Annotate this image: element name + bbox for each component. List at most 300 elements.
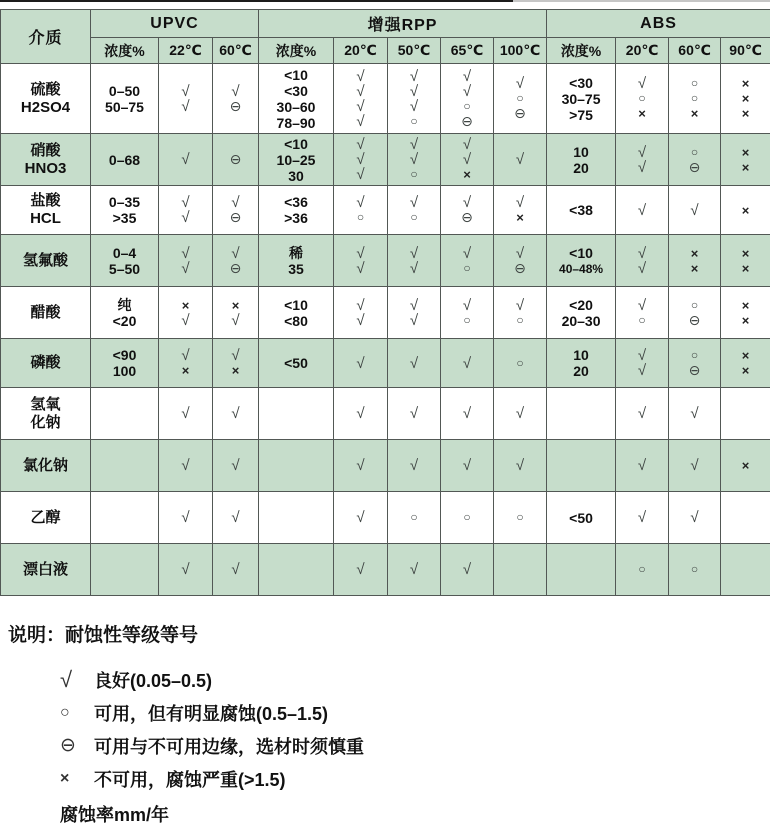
rating-symbol: ⊖ — [461, 209, 473, 225]
legend-item-text: 可用与不可用边缘，选材时须慎重 — [94, 736, 364, 757]
rating-symbol: × — [741, 106, 750, 121]
table-cell — [259, 388, 334, 440]
legend-symbol-icon: ⊖ — [60, 735, 76, 756]
table-cell — [159, 186, 213, 235]
legend-item — [0, 762, 770, 795]
rating-symbol: ○ — [410, 113, 418, 128]
concentration-value: <38 — [569, 202, 593, 218]
table-cell — [388, 186, 441, 235]
medium-cell — [1, 492, 91, 544]
rating-symbol: × — [181, 297, 190, 313]
table-cell — [547, 544, 616, 596]
rating-symbol: √ — [181, 457, 190, 474]
table-cell — [547, 388, 616, 440]
table-cell — [388, 134, 441, 186]
rating-symbol: √ — [690, 405, 699, 422]
table-cell — [91, 339, 159, 388]
table-cell — [669, 235, 721, 287]
table-cell — [388, 388, 441, 440]
rating-symbol: √ — [181, 151, 190, 168]
rating-symbol: √ — [409, 296, 419, 314]
rating-symbol: √ — [231, 509, 240, 526]
table-cell — [259, 186, 334, 235]
rating-symbol: √ — [356, 509, 365, 526]
rating-symbol: √ — [462, 151, 472, 168]
table-row — [1, 287, 770, 339]
table-cell — [494, 492, 547, 544]
table-cell — [669, 440, 721, 492]
rating-symbol: × — [741, 245, 750, 261]
rating-symbol: ○ — [463, 98, 471, 113]
table-cell — [441, 339, 494, 388]
table-cell — [334, 440, 388, 492]
table-cell — [441, 235, 494, 287]
table-cell — [494, 235, 547, 287]
table-cell — [616, 235, 669, 287]
rating-symbol: ○ — [690, 562, 699, 576]
medium-cell — [1, 235, 91, 287]
table-cell — [259, 544, 334, 596]
concentration-value: >75 — [569, 106, 593, 123]
rating-symbol: √ — [637, 244, 647, 262]
rating-symbol: ⊖ — [514, 105, 526, 121]
table-cell — [213, 388, 259, 440]
medium-label: 氢氟酸 — [22, 251, 68, 269]
table-cell — [494, 287, 547, 339]
rating-symbol: √ — [637, 259, 647, 277]
rating-symbol: √ — [409, 354, 419, 372]
rating-symbol: √ — [462, 244, 472, 262]
header-rpp-20c: 20℃ — [334, 38, 388, 64]
table-cell — [616, 544, 669, 596]
rating-symbol: √ — [409, 194, 419, 211]
rating-symbol: √ — [462, 136, 472, 153]
table-cell — [547, 440, 616, 492]
medium-label: 化钠 — [30, 413, 61, 431]
table-cell — [441, 186, 494, 235]
table-cell — [547, 492, 616, 544]
rating-symbol: ⊖ — [688, 158, 701, 175]
legend-footer: 腐蚀率mm/年 — [60, 805, 170, 825]
table-cell — [213, 492, 259, 544]
medium-cell — [1, 339, 91, 388]
header-rpp-65c: 65℃ — [441, 38, 494, 64]
rating-symbol: √ — [637, 201, 647, 219]
rating-symbol: √ — [356, 244, 365, 262]
rating-symbol: ⊖ — [229, 151, 242, 167]
rating-symbol: √ — [409, 97, 419, 115]
rating-symbol: √ — [462, 405, 472, 422]
table-cell — [388, 287, 441, 339]
rating-symbol: √ — [462, 561, 472, 578]
rating-symbol: √ — [181, 561, 190, 578]
rating-symbol: √ — [515, 457, 525, 474]
rating-symbol: ○ — [410, 210, 418, 224]
rating-symbol: √ — [181, 244, 190, 262]
table-cell — [616, 440, 669, 492]
rating-symbol: √ — [409, 244, 419, 262]
legend-title: 说明：耐蚀性等级等号 — [8, 625, 199, 646]
table-cell — [494, 388, 547, 440]
rating-symbol: √ — [409, 82, 419, 100]
rating-symbol: × — [231, 297, 240, 313]
rating-symbol: ○ — [690, 91, 699, 105]
medium-label: 氯化钠 — [22, 456, 68, 474]
rating-symbol: ○ — [690, 76, 699, 90]
rating-symbol: √ — [515, 194, 525, 211]
table-cell — [441, 492, 494, 544]
concentration-value: 100 — [112, 363, 137, 379]
rating-symbol: √ — [515, 75, 525, 92]
table-cell — [259, 235, 334, 287]
legend-item — [0, 696, 770, 729]
table-cell — [259, 64, 334, 134]
rating-symbol: × — [741, 297, 750, 313]
concentration-value: <30 — [284, 82, 308, 99]
table-cell — [494, 186, 547, 235]
table-cell — [494, 440, 547, 492]
table-cell — [616, 287, 669, 339]
table-cell — [616, 64, 669, 134]
medium-label: 氢氧 — [30, 395, 61, 413]
rating-symbol: ○ — [516, 355, 524, 370]
medium-label: HCL — [30, 210, 61, 227]
table-cell — [441, 544, 494, 596]
concentration-value: 5–50 — [108, 260, 141, 277]
medium-cell — [1, 287, 91, 339]
table-cell — [159, 287, 213, 339]
rating-symbol: √ — [181, 347, 190, 364]
legend-symbol-icon: √ — [60, 666, 73, 692]
table-cell — [547, 64, 616, 134]
rating-symbol: × — [690, 260, 699, 276]
table-cell — [213, 134, 259, 186]
concentration-value: 30–60 — [276, 98, 316, 115]
rating-symbol: × — [181, 363, 190, 378]
table-cell — [547, 134, 616, 186]
rating-symbol: × — [638, 106, 646, 121]
rating-symbol: √ — [409, 67, 419, 85]
concentration-value: 40–48% — [559, 261, 604, 276]
table-row — [1, 388, 770, 440]
rating-symbol: √ — [690, 509, 699, 526]
rating-symbol: ○ — [410, 167, 418, 181]
legend — [0, 620, 770, 827]
table-cell — [547, 287, 616, 339]
rating-symbol: × — [741, 458, 750, 473]
table-cell — [213, 235, 259, 287]
concentration-value: <10 — [569, 244, 593, 261]
header-upvc-60c: 60℃ — [213, 38, 259, 64]
table-cell — [441, 388, 494, 440]
table-cell — [547, 186, 616, 235]
rating-symbol: √ — [356, 166, 365, 183]
rating-symbol: √ — [637, 143, 647, 161]
rating-symbol: √ — [181, 82, 190, 100]
rating-symbol: × — [741, 363, 750, 378]
concentration-value: <30 — [569, 74, 593, 91]
table-cell — [388, 64, 441, 134]
rating-symbol: √ — [181, 311, 190, 329]
rating-symbol: √ — [409, 457, 419, 474]
table-cell — [669, 388, 721, 440]
table-cell — [494, 544, 547, 596]
rating-symbol: ○ — [516, 510, 524, 524]
table-cell — [334, 64, 388, 134]
rating-symbol: √ — [181, 405, 190, 422]
medium-cell — [1, 186, 91, 235]
table-cell — [159, 544, 213, 596]
rating-symbol: ○ — [516, 312, 524, 327]
rating-symbol: ⊖ — [229, 259, 242, 276]
table-cell — [547, 339, 616, 388]
header-group-rpp: 增强RPP — [259, 10, 547, 38]
table-cell — [159, 134, 213, 186]
table-cell — [494, 64, 547, 134]
rating-symbol: √ — [356, 194, 365, 211]
rating-symbol: × — [741, 91, 750, 106]
medium-cell — [1, 544, 91, 596]
concentration-value: 0–50 — [108, 82, 141, 99]
table-cell — [213, 440, 259, 492]
legend-items — [0, 663, 770, 795]
table-cell — [91, 287, 159, 339]
concentration-value: 纯 — [117, 296, 132, 313]
table-cell — [721, 186, 770, 235]
table-cell — [721, 492, 770, 544]
table-cell — [334, 186, 388, 235]
table-cell — [91, 186, 159, 235]
header-group-upvc: UPVC — [91, 10, 259, 38]
table-cell — [494, 339, 547, 388]
rating-symbol: √ — [181, 259, 190, 277]
concentration-value: 30 — [288, 167, 304, 184]
header-medium: 介质 — [1, 10, 91, 64]
table-cell — [334, 388, 388, 440]
table-row — [1, 186, 770, 235]
rating-symbol: √ — [231, 244, 240, 262]
rating-symbol: √ — [409, 136, 419, 153]
rating-symbol: √ — [637, 457, 647, 474]
concentration-value: <80 — [284, 312, 308, 329]
rating-symbol: × — [516, 210, 524, 225]
rating-symbol: ⊖ — [461, 112, 473, 129]
concentration-value: 10 — [573, 143, 589, 160]
medium-label: 硫酸 — [30, 80, 61, 98]
table-cell — [91, 64, 159, 134]
table-cell — [616, 492, 669, 544]
rating-symbol: ○ — [410, 510, 418, 524]
rating-symbol: ○ — [463, 260, 471, 275]
concentration-value: 0–68 — [108, 151, 141, 168]
table-row — [1, 64, 770, 134]
concentration-value: 20 — [573, 159, 589, 176]
concentration-value: <10 — [284, 66, 308, 83]
rating-symbol: × — [231, 363, 240, 378]
table-row — [1, 492, 770, 544]
header-rpp-50c: 50℃ — [388, 38, 441, 64]
table-cell — [334, 339, 388, 388]
table-cell — [334, 235, 388, 287]
concentration-value: <50 — [284, 355, 308, 371]
rating-symbol: ○ — [356, 210, 365, 224]
table-cell — [616, 388, 669, 440]
table-cell — [91, 235, 159, 287]
table-row — [1, 544, 770, 596]
rating-symbol: √ — [515, 405, 525, 422]
table-cell — [669, 544, 721, 596]
rating-symbol: × — [463, 167, 471, 182]
medium-label: 乙醇 — [30, 508, 61, 526]
header-group-abs: ABS — [547, 10, 770, 38]
rating-symbol: √ — [356, 405, 365, 422]
rating-symbol: × — [741, 76, 750, 91]
table-row — [1, 339, 770, 388]
concentration-value: <36 — [284, 194, 308, 210]
rating-symbol: √ — [690, 201, 699, 219]
legend-item-text: 良好(0.05–0.5) — [94, 670, 213, 691]
rating-symbol: √ — [462, 194, 472, 211]
rating-symbol: ⊖ — [514, 259, 526, 276]
table-cell — [721, 134, 770, 186]
table-cell — [441, 64, 494, 134]
rating-symbol: √ — [637, 509, 647, 526]
table-cell — [388, 492, 441, 544]
rating-symbol: √ — [409, 561, 419, 578]
rating-symbol: ○ — [516, 91, 524, 105]
rating-symbol: √ — [356, 259, 365, 277]
table-cell — [334, 544, 388, 596]
rating-symbol: √ — [690, 457, 699, 474]
concentration-value: 78–90 — [276, 114, 316, 131]
rating-symbol: × — [690, 245, 699, 261]
rating-symbol: ⊖ — [229, 209, 242, 225]
table-cell — [441, 134, 494, 186]
header-abs-conc: 浓度% — [547, 38, 616, 64]
table-cell — [616, 186, 669, 235]
legend-item-text: 可用，但有明显腐蚀(0.5–1.5) — [94, 703, 329, 724]
rating-symbol: ⊖ — [688, 311, 701, 328]
legend-symbol-icon: × — [60, 769, 70, 787]
rating-symbol: √ — [356, 311, 365, 329]
table-cell — [259, 134, 334, 186]
table-cell — [259, 440, 334, 492]
medium-label: 盐酸 — [30, 192, 61, 209]
concentration-value: 35 — [288, 260, 304, 277]
rating-symbol: ⊖ — [688, 362, 701, 378]
medium-label: 醋酸 — [30, 303, 61, 321]
table-cell — [159, 64, 213, 134]
table-cell — [669, 186, 721, 235]
rating-symbol: × — [741, 260, 750, 276]
rating-symbol: √ — [181, 209, 190, 226]
rating-symbol: ○ — [463, 510, 471, 524]
table-cell — [441, 287, 494, 339]
table-cell — [721, 235, 770, 287]
table-cell — [616, 339, 669, 388]
table-cell — [91, 388, 159, 440]
rating-symbol: √ — [515, 244, 525, 262]
rating-symbol: √ — [637, 362, 647, 379]
rating-symbol: √ — [231, 311, 240, 329]
rating-symbol: √ — [409, 405, 419, 422]
rating-symbol: √ — [462, 354, 472, 372]
rating-symbol: √ — [356, 82, 365, 100]
rating-symbol: √ — [356, 67, 365, 85]
rating-symbol: √ — [462, 457, 472, 474]
concentration-value: <90 — [112, 347, 137, 363]
table-cell — [213, 186, 259, 235]
header-rpp-conc: 浓度% — [259, 38, 334, 64]
concentration-value: 20–30 — [561, 312, 601, 329]
table-cell — [334, 134, 388, 186]
concentration-value: 10–25 — [276, 151, 316, 168]
concentration-value: <10 — [284, 296, 308, 313]
rating-symbol: ○ — [638, 562, 646, 576]
rating-symbol: √ — [231, 405, 240, 422]
concentration-value: <50 — [569, 509, 593, 526]
rating-symbol: √ — [181, 509, 190, 526]
rating-symbol: × — [741, 144, 750, 160]
rating-symbol: √ — [637, 405, 647, 422]
table-row — [1, 440, 770, 492]
rating-symbol: √ — [356, 151, 365, 168]
table-cell — [669, 492, 721, 544]
table-cell — [334, 492, 388, 544]
table-cell — [91, 492, 159, 544]
table-cell — [669, 64, 721, 134]
rating-symbol: × — [741, 312, 750, 328]
medium-cell — [1, 134, 91, 186]
table-cell — [721, 64, 770, 134]
medium-label: H2SO4 — [20, 98, 71, 116]
table-cell — [669, 134, 721, 186]
concentration-value: <20 — [112, 312, 137, 329]
table-cell — [259, 287, 334, 339]
concentration-value: 30–75 — [561, 90, 601, 107]
medium-label: HNO3 — [24, 159, 67, 177]
table-cell — [159, 440, 213, 492]
concentration-value: 0–35 — [108, 194, 141, 210]
rating-symbol: √ — [637, 347, 647, 364]
table-cell — [213, 287, 259, 339]
table-cell — [259, 339, 334, 388]
legend-item-text: 不可用，腐蚀严重(>1.5) — [94, 769, 286, 790]
legend-item — [0, 663, 770, 696]
rating-symbol: √ — [356, 296, 365, 314]
table-cell — [669, 339, 721, 388]
concentration-value: 50–75 — [105, 98, 144, 115]
rating-symbol: ○ — [463, 312, 471, 327]
table-body — [1, 64, 770, 596]
medium-label: 硝酸 — [30, 141, 61, 159]
table-cell — [388, 544, 441, 596]
table-cell — [91, 544, 159, 596]
rating-symbol: × — [741, 348, 750, 363]
rating-symbol: √ — [181, 97, 190, 115]
medium-cell — [1, 440, 91, 492]
rating-symbol: √ — [181, 194, 190, 211]
concentration-value: >35 — [112, 210, 137, 226]
legend-item — [0, 729, 770, 762]
rating-symbol: ○ — [690, 348, 699, 362]
table-cell — [616, 134, 669, 186]
table-cell — [91, 134, 159, 186]
table-cell — [721, 440, 770, 492]
rating-symbol: ○ — [638, 91, 646, 105]
table-cell — [388, 339, 441, 388]
header-upvc-22c: 22℃ — [159, 38, 213, 64]
